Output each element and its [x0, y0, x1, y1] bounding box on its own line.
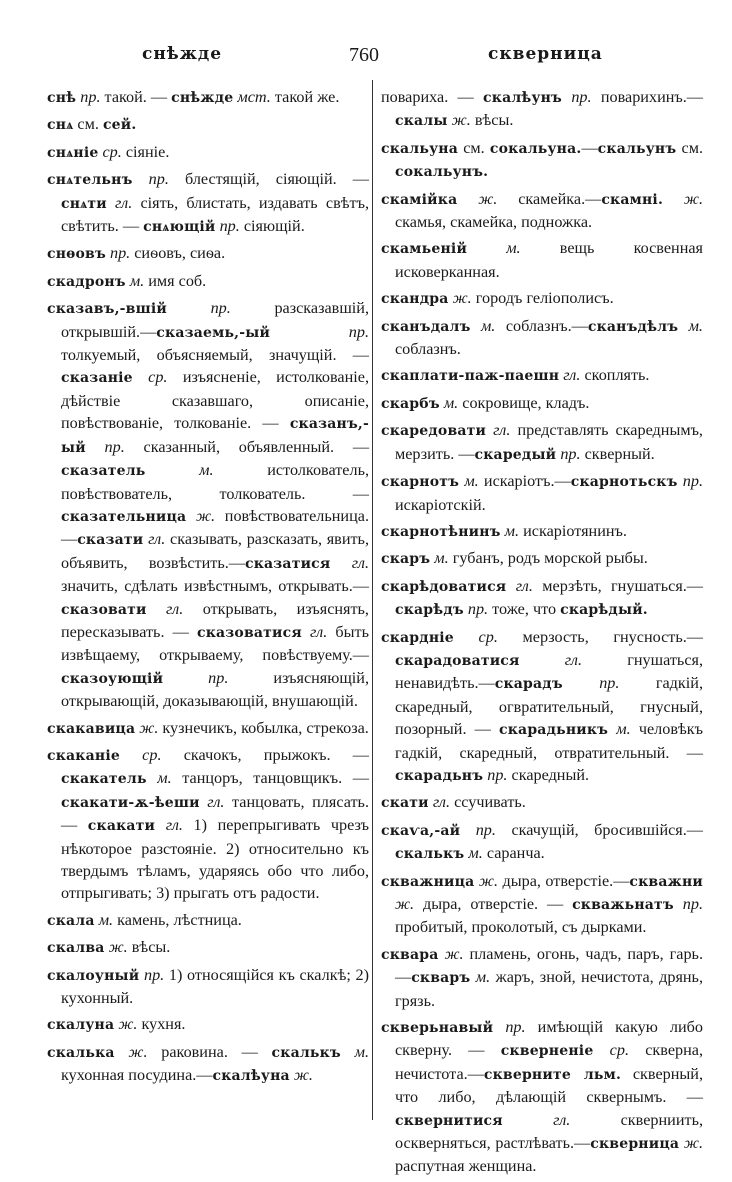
headword: сказаемь,-ый [156, 324, 271, 341]
headword: сказатель [61, 463, 146, 480]
grammar-label: м. [470, 968, 496, 987]
definition-text: сіяющій. [243, 217, 305, 236]
definition-text: мерзость, гнусность.— [522, 627, 703, 646]
definition-text: сказанный, объявленный. — [143, 437, 370, 456]
right-running-headword: скверница [488, 44, 603, 64]
grammar-label: пр. [76, 88, 105, 106]
headword: сказати [77, 532, 144, 549]
definition-text: разсказавшій, открывшій.— [61, 299, 369, 341]
headword: скати [381, 795, 429, 812]
grammar-label: м. [430, 549, 453, 568]
definition-text: гадкій, скаредный, огвратительный, гнусный, позорный. — [395, 674, 703, 739]
page-number: 760 [349, 44, 379, 66]
column-divider [372, 80, 373, 1120]
headword: скалѣунъ [483, 90, 563, 106]
grammar-label: м. [467, 239, 560, 258]
grammar-label: пр. [166, 299, 275, 318]
headword: скаредый [474, 446, 557, 463]
headword: сказательница [61, 508, 187, 525]
headword: снѧ [47, 117, 74, 134]
headword: скалы [395, 113, 448, 130]
grammar-label: гл. [301, 622, 336, 641]
dictionary-entry [47, 168, 369, 238]
definition-text: сокровище, кладъ. [462, 393, 590, 412]
headword: скадронъ [47, 273, 126, 290]
headword: снѣжде [171, 90, 234, 106]
definition-text: танцоръ, танцовщикъ. — [182, 769, 369, 788]
headword: скверница [590, 1136, 680, 1153]
dictionary-entry [47, 113, 369, 136]
headword: скалѣуна [212, 1068, 290, 1085]
dictionary-entry [381, 188, 703, 234]
headword: сквернитися [395, 1112, 503, 1129]
grammar-label: пр. [673, 895, 703, 913]
definition-text: соблазнъ.— [505, 316, 588, 335]
dictionary-entry [47, 964, 369, 1010]
headword: скала [47, 912, 95, 929]
headword: снѧющій [143, 219, 216, 236]
definition-text: см. [457, 138, 490, 157]
headword: скальунъ [597, 140, 677, 157]
headword: скардніе [381, 629, 454, 646]
grammar-label: гл. [428, 793, 455, 812]
definition-text: толкуемый, объясняемый, значущій. — [61, 346, 369, 365]
definition-text: скачущій, бросившійся.— [511, 820, 703, 839]
dictionary-entry [47, 1041, 369, 1088]
definition-text: имя соб. [148, 271, 207, 290]
definition-text: изъясняющій, открывающій, доказывающій, внушающій. [61, 668, 369, 711]
definition-text: искаріотъ.— [483, 472, 571, 491]
grammar-label: м. [464, 844, 487, 863]
headword: скарнотьскъ [570, 474, 678, 491]
grammar-label: пр. [132, 170, 185, 189]
definition-text: городъ геліополисъ. [475, 289, 614, 308]
grammar-label: ср. [119, 745, 184, 764]
definition-text: танцовать, плясать.— [61, 792, 369, 835]
grammar-label: пр. [562, 674, 656, 693]
grammar-label: гл. [199, 792, 233, 811]
headword: сказовати [61, 601, 147, 618]
definition-text: вѣсы. [131, 938, 171, 957]
definition-text: кузнечикъ, кобылка, стрекоза. [162, 718, 369, 737]
grammar-label: м. [608, 720, 639, 739]
dictionary-entry [381, 819, 703, 866]
grammar-label: м. [439, 393, 463, 412]
definition-text: скамья, скамейка, подножка. [395, 213, 593, 232]
definition-text: скверный. [584, 444, 655, 463]
dictionary-entry [47, 242, 369, 265]
definition-text: губанъ, родъ морской рыбы. [452, 549, 648, 568]
headword: скважьнатъ [572, 897, 674, 913]
definition-text: камень, лѣстница. [117, 910, 242, 929]
right-column [381, 86, 703, 1182]
headword: сказоующій [61, 670, 164, 687]
headword: снѣ [47, 90, 77, 106]
dictionary-entry [47, 717, 369, 740]
grammar-label: ср. [453, 627, 523, 646]
definition-text: повариха. — [381, 88, 484, 106]
headword: сканъдалъ [381, 318, 471, 335]
definition-text: кухонная посудина.— [61, 1066, 213, 1085]
definition-text: имѣющій какую либо скверну. — [395, 1018, 703, 1060]
definition-text: гнушаться, ненавидѣть.— [395, 650, 703, 693]
grammar-label: пр. [493, 1018, 538, 1037]
headword: скарнотѣнинъ [381, 523, 501, 540]
grammar-label: гл. [155, 816, 194, 835]
headword: сказоватися [196, 624, 302, 641]
dictionary-entry [381, 470, 703, 516]
grammar-label: м. [94, 910, 118, 929]
grammar-label: ср. [98, 142, 126, 161]
headword: скалоуный [47, 967, 140, 984]
headword: сканъдѣлъ [587, 318, 679, 335]
grammar-label: ж. [135, 718, 163, 737]
headword: сказатися [244, 555, 331, 572]
grammar-label: ж. [474, 871, 503, 890]
dictionary-entry [381, 419, 703, 466]
grammar-label: пр. [139, 965, 169, 984]
definition-text: такой. — [104, 88, 172, 106]
definition-text: раковина. — [161, 1042, 272, 1061]
grammar-label: гл. [146, 599, 203, 618]
headword: сказавъ,-вшій [47, 301, 167, 318]
definition-text: открывать, изъяснять, пересказывать. — [61, 599, 369, 641]
dictionary-entry [381, 575, 703, 622]
dictionary-entry [381, 870, 703, 939]
headword: скверненіе [500, 1043, 594, 1060]
grammar-label: м. [470, 316, 506, 335]
grammar-label: пр. [163, 668, 274, 687]
grammar-label: гл. [506, 576, 543, 595]
headword: скарадъ [494, 676, 563, 693]
headword: скакати [87, 818, 156, 835]
definition-text: такой же. [274, 88, 340, 106]
headword: скверьнавый [381, 1020, 494, 1037]
definition-text: 1) перепрыгивать чрезъ нѣкоторое разстояніе. 2) относительно къ твердымъ тѣламъ, ударяясь обо что либо, отпрыгивать; 3) прыгать отъ радости. [61, 816, 370, 903]
grammar-label: пр. [215, 217, 244, 236]
grammar-label: гл. [486, 421, 518, 440]
grammar-label: м. [146, 769, 183, 788]
grammar-label: гл. [519, 650, 628, 669]
headword: снѧніе [47, 144, 99, 161]
definition-text: человѣкъ гадкій, скаредный, отвратительный. — [395, 720, 703, 762]
headword: скамьеній [381, 241, 468, 258]
definition-text: искаріотскій. [395, 495, 486, 514]
definition-text: блестящій, сіяющій. — [185, 170, 369, 189]
page-header [0, 44, 732, 74]
grammar-label: пр. [105, 244, 135, 263]
left-column [47, 86, 369, 1092]
headword: скверните льм. [483, 1066, 622, 1083]
definition-text: скачокъ, прыжокъ. — [183, 745, 369, 764]
grammar-label: ж. [186, 506, 225, 525]
headword: скарѣдъ [395, 602, 464, 619]
headword: сказанъ,-ый [61, 416, 369, 456]
headword: скарадьникъ [499, 722, 609, 739]
dictionary-entry [381, 315, 703, 361]
dictionary-entry [381, 1016, 703, 1178]
grammar-label: гл. [106, 193, 141, 212]
grammar-label: м. [500, 521, 524, 540]
headword: скважни [629, 873, 703, 890]
grammar-label: ж. [438, 944, 470, 963]
definition-text: сиѳовъ, сиѳа. [134, 244, 226, 263]
headword: сказаніе [61, 370, 133, 387]
headword: скакати-ѫ-ѣеши [61, 794, 200, 811]
headword: скаплати-паж-паешн [381, 368, 560, 385]
headword: скарадоватися [395, 652, 520, 669]
definition-text: дыра, отверстіе. — [423, 895, 573, 913]
grammar-label: м. [340, 1042, 369, 1061]
dictionary-entry [381, 137, 703, 184]
grammar-label: пр. [562, 88, 601, 106]
definition-text: дыра, отверстіе.— [502, 871, 630, 890]
headword: сокальуна. [489, 140, 582, 157]
definition-text: представлять скареднымъ, мерзить. — [395, 421, 703, 463]
headword: скальуна [381, 140, 458, 157]
definition-text: ссучивать. [454, 793, 526, 812]
definition-text: скверниить, оскверняться, растлѣвать.— [395, 1110, 703, 1153]
definition-text: вѣсы. [474, 111, 514, 130]
dictionary-entry [47, 86, 369, 109]
definition-text: скаредный. [511, 765, 590, 784]
grammar-label: ср. [132, 368, 183, 387]
definition-text: значить, сдѣлать извѣстнымъ, открывать.— [61, 577, 369, 596]
definition-text: быть извѣщаему, открываему, повѣствуему.— [61, 622, 369, 665]
definition-text: сіять, блистать, издавать свѣтъ, свѣтить. — [61, 193, 369, 236]
grammar-label: пр. [85, 437, 144, 456]
grammar-label: пр. [483, 765, 512, 784]
grammar-label: ж. [289, 1066, 313, 1085]
grammar-label: гл. [559, 366, 585, 385]
headword: скалва [47, 940, 105, 957]
definition-text: скамейка.— [518, 189, 602, 208]
dictionary-entry [381, 287, 703, 310]
definition-text: соблазнъ. [395, 340, 461, 359]
headword: скакатель [61, 771, 147, 788]
headword: снѧтельнъ [47, 172, 133, 189]
dictionary-entry [381, 547, 703, 570]
definition-text: искаріотянинъ. [523, 521, 627, 540]
grammar-label: пр. [677, 472, 703, 491]
grammar-label: ср. [593, 1041, 646, 1060]
headword: сей. [102, 117, 137, 134]
definition-text: скверный, что либо, дѣлающій сквернымъ. — [395, 1064, 703, 1107]
headword: скаѵа,-ай [381, 822, 461, 839]
definition-text: 1) относящійся къ скалкѣ; 2) кухонный. [61, 965, 369, 1008]
grammar-label: ж. [104, 938, 132, 957]
dictionary-entry [381, 791, 703, 814]
definition-text: тоже, что [492, 600, 561, 619]
left-running-headword: снѣжде [142, 44, 223, 64]
definition-text: поварихинъ.— [600, 88, 703, 106]
headword: скважница [381, 873, 475, 890]
dictionary-entry [381, 520, 703, 543]
headword: скамійка [381, 191, 458, 208]
dictionary-entry [381, 943, 703, 1012]
definition-text: см. [676, 138, 703, 157]
headword: снѧти [61, 195, 107, 212]
grammar-label: гл. [330, 553, 369, 572]
dictionary-entry [47, 909, 369, 932]
definition-text: — [581, 138, 598, 157]
definition-text: жаръ, зной, нечистота, дрянь, грязь. [395, 968, 703, 1010]
definition-text: повѣствовательница.— [61, 506, 369, 549]
headword: скарнотъ [381, 474, 460, 491]
grammar-label: гл. [143, 530, 171, 549]
grammar-label: мст. [233, 88, 275, 106]
headword: сокальунъ. [395, 164, 489, 181]
grammar-label: м. [125, 271, 149, 290]
dictionary-entry [381, 237, 703, 283]
definition-text: мерзѣть, гнушаться.— [542, 576, 703, 595]
grammar-label: ж. [114, 1042, 162, 1061]
headword: снѳовъ [47, 246, 106, 263]
definition-text: саранча. [486, 844, 545, 863]
grammar-label: м. [678, 316, 703, 335]
dictionary-entry [47, 297, 369, 712]
headword: скандра [381, 291, 449, 308]
headword: скакавица [47, 720, 136, 737]
headword: скваръ [411, 970, 471, 987]
definition-text: вещь косвенная исковерканная. [395, 239, 703, 281]
dictionary-entry [47, 141, 369, 164]
headword: скаканіе [47, 747, 120, 764]
headword: скаръ [381, 551, 431, 568]
headword: скамні. [601, 191, 664, 208]
definition-text: пламень, огонь, чадъ, паръ, гарь.— [395, 944, 703, 987]
grammar-label: гл. [502, 1110, 621, 1129]
grammar-label: пр. [556, 444, 585, 463]
grammar-label: ж. [457, 189, 519, 208]
definition-text: распутная женщина. [395, 1157, 537, 1176]
definition-text: истолкователь, повѣствователь, толкователь. — [61, 461, 369, 503]
dictionary-entry [47, 936, 369, 959]
dictionary-entry [47, 1013, 369, 1036]
dictionary-entry [381, 364, 703, 387]
headword: скарбъ [381, 395, 440, 412]
definition-text: скоплять. [584, 366, 650, 385]
grammar-label: ж. [395, 895, 423, 913]
grammar-label: ж. [663, 189, 703, 208]
definition-text: сіяніе. [125, 142, 170, 161]
grammar-label: ж. [114, 1015, 142, 1034]
dictionary-entry [381, 392, 703, 415]
grammar-label: пр. [460, 820, 512, 839]
grammar-label: м. [459, 472, 484, 491]
headword: скарѣдоватися [381, 578, 507, 595]
dictionary-entry [47, 270, 369, 293]
grammar-label: ж. [448, 289, 476, 308]
grammar-label: ж. [447, 111, 475, 130]
definition-text: изъясненіе, истолкованіе, дѣйствіе сказавшаго, описаніе, повѣствованіе, толкованіе. — [61, 368, 369, 433]
headword: скалька [47, 1044, 115, 1061]
grammar-label: пр. [463, 600, 493, 619]
grammar-label: м. [145, 461, 268, 480]
headword: скалькъ [271, 1044, 341, 1061]
definition-text: кухня. [141, 1015, 186, 1034]
headword: сквара [381, 946, 439, 963]
headword: скарадьнъ [395, 767, 484, 784]
definition-text: см. [73, 115, 103, 134]
headword: скалуна [47, 1017, 115, 1034]
dictionary-entry [381, 626, 703, 788]
definition-text: пробитый, проколотый, съ дырками. [395, 918, 647, 937]
grammar-label: ж. [679, 1134, 703, 1153]
definition-text: скверна, нечистота.— [395, 1041, 704, 1083]
headword: скаредовати [381, 423, 487, 440]
dictionary-entry [47, 744, 369, 905]
definition-text: сказывать, разсказать, явить, объявить, возвѣстить.— [61, 530, 369, 572]
headword: скалькъ [395, 846, 465, 863]
dictionary-entry [381, 86, 703, 133]
headword: скарѣдый. [560, 602, 648, 619]
grammar-label: пр. [270, 322, 369, 341]
